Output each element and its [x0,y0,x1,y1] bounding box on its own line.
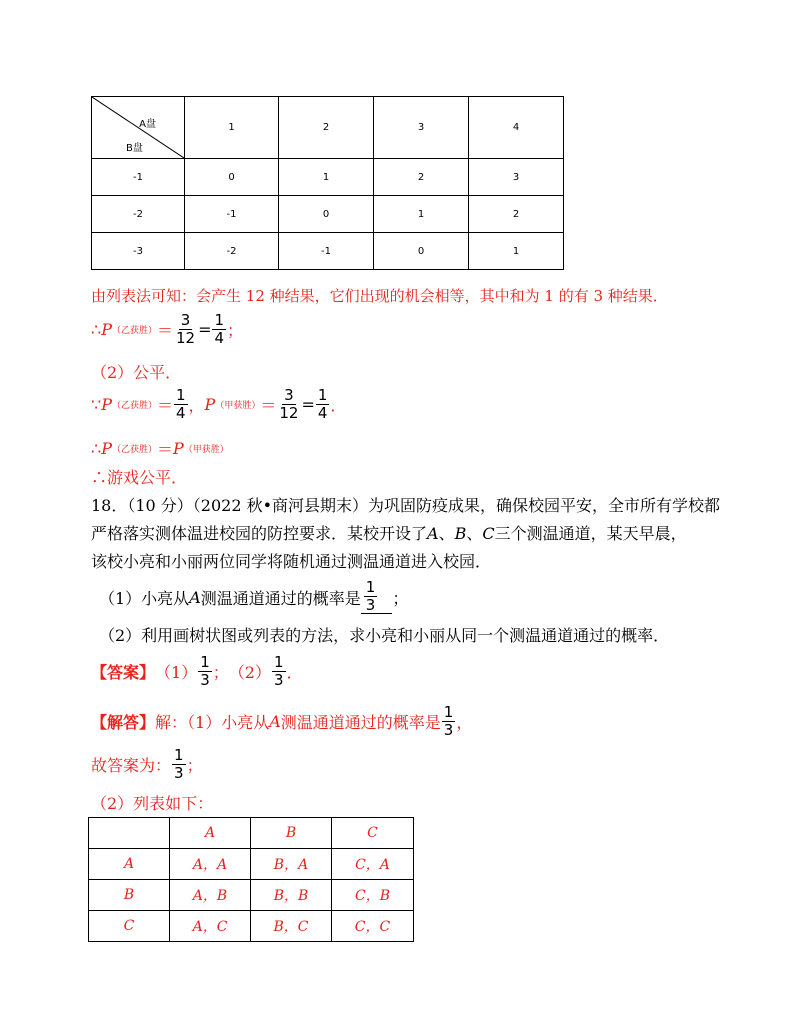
question-18-line2: 严格落实测体温进校园的防控要求．某校开设了A、B、C三个测温通道，某天早晨， [91,524,687,543]
table-cell: 2 [374,159,469,196]
solution-label: 【解答】 [91,713,156,732]
table-cell: 2 [469,196,564,233]
because-line: ∵ P （乙获胜） ＝ $\frac{1}{4}$ ， P （甲获胜） ＝ $\frac{3}{12}$ = $\frac{1}{4}$ ． [91,386,347,422]
fraction-1-3: $\frac{1}{3}$ [273,653,284,689]
row-header: C [89,911,170,942]
table-cell: 0 [185,159,279,196]
header-b-label: B盘 [126,143,143,154]
table-row [89,911,414,942]
column-header [89,818,170,849]
table-cell: B，B [251,880,332,911]
table-cell: C，B [332,880,414,911]
row-header: -1 [92,159,185,196]
column-header: B [251,818,332,849]
part2-fair-text: （2）公平． [91,363,182,382]
question-18-line1: 18．（10 分）（2022 秋•商河县期末）为巩固防疫成果，确保校园平安，全市所有学校都 [91,496,721,515]
sum-table [91,96,564,270]
fraction-3-12: $\frac{3}{12}$ [175,311,196,347]
answer-line: 【答案】 （1） $\frac{1}{3}$ ； （2） $\frac{1}{3}$ ． [91,653,303,689]
column-header: 4 [469,97,564,159]
table-cell: A，C [170,911,251,942]
fraction-1-3: $\frac{1}{3}$ [443,703,454,739]
table-cell: -1 [279,233,374,270]
solution-line: 【解答】 解：（1）小亮从 A 测温通道通过的概率是 $\frac{1}{3}$ ， [91,703,473,739]
question-18-line3: 该校小亮和小丽两位同学将随机通过测温通道进入校园． [91,552,492,571]
equal-probability-line: ∴ P （乙获胜） ＝ P （甲获胜） [91,439,229,459]
table-cell: B，C [251,911,332,942]
question-18-part1: （1）小亮从 A 测温通道通过的概率是 $\frac{1}{3}$ ； [99,578,409,614]
fraction-1-4: $\frac{1}{4}$ [214,311,225,347]
semicolon: ； [227,321,244,340]
table-row [92,233,564,270]
column-header: 3 [374,97,469,159]
because-symbol: ∵ [91,395,102,414]
diagonal-header-cell [92,97,185,159]
table-cell: 1 [374,196,469,233]
table-cell: 0 [374,233,469,270]
column-header: 2 [279,97,374,159]
list-intro-text: （2）列表如下： [91,794,214,813]
game-fair-text: ∴游戏公平． [91,468,188,487]
fraction-3-12: $\frac{3}{12}$ [279,386,299,422]
table-cell: B，A [251,849,332,880]
row-header: -2 [92,196,185,233]
row-header: -3 [92,233,185,270]
table-cell: 3 [469,159,564,196]
fraction-1-3: $\frac{1}{3}$ [200,653,210,689]
therefore-symbol: ∴ [91,320,102,339]
row-header: A [89,849,170,880]
table-cell: A，B [170,880,251,911]
table-cell: C，A [332,849,414,880]
fraction-1-3: $\frac{1}{3}$ [174,746,184,782]
question-18-part2: （2）利用画树状图或列表的方法，求小亮和小丽从同一个测温通道通过的概率． [99,626,670,645]
table-cell: 1 [279,159,374,196]
row-header: B [89,880,170,911]
channel-combination-table [88,817,414,942]
table-cell: 0 [279,196,374,233]
subscript-yi: （乙获胜） [111,326,157,336]
table-row [92,196,564,233]
fraction-1-3: $\frac{1}{3}$ [365,578,376,614]
table-header-row [89,818,414,849]
table-cell: C，C [332,911,414,942]
p-symbol: P [101,320,112,339]
fraction-1-4: $\frac{1}{4}$ [317,386,328,422]
table-cell: -1 [185,196,279,233]
table-cell: 1 [469,233,564,270]
answer-blank [361,580,393,614]
table-cell: A，A [170,849,251,880]
conclusion-text: 由列表法可知：会产生 12 种结果，它们出现的机会相等，其中和为 1 的有 3 种结果． [91,287,668,305]
probability-yi-line: ∴ P （乙获胜） ＝ $\frac{3}{12}$ = $\frac{1}{4}$ ； [91,311,244,347]
table-row [89,849,414,880]
header-a-label: A盘 [139,119,156,130]
column-header: 1 [185,97,279,159]
table-row [92,159,564,196]
column-header: A [170,818,251,849]
fraction-1-4: $\frac{1}{4}$ [175,386,186,422]
column-header: C [332,818,414,849]
answer-is-line: 故答案为： $\frac{1}{3}$ ； [91,746,203,782]
table-cell: -2 [185,233,279,270]
equals-sign: ＝ [156,321,173,340]
answer-label: 【答案】 [91,663,156,682]
table-row [89,880,414,911]
